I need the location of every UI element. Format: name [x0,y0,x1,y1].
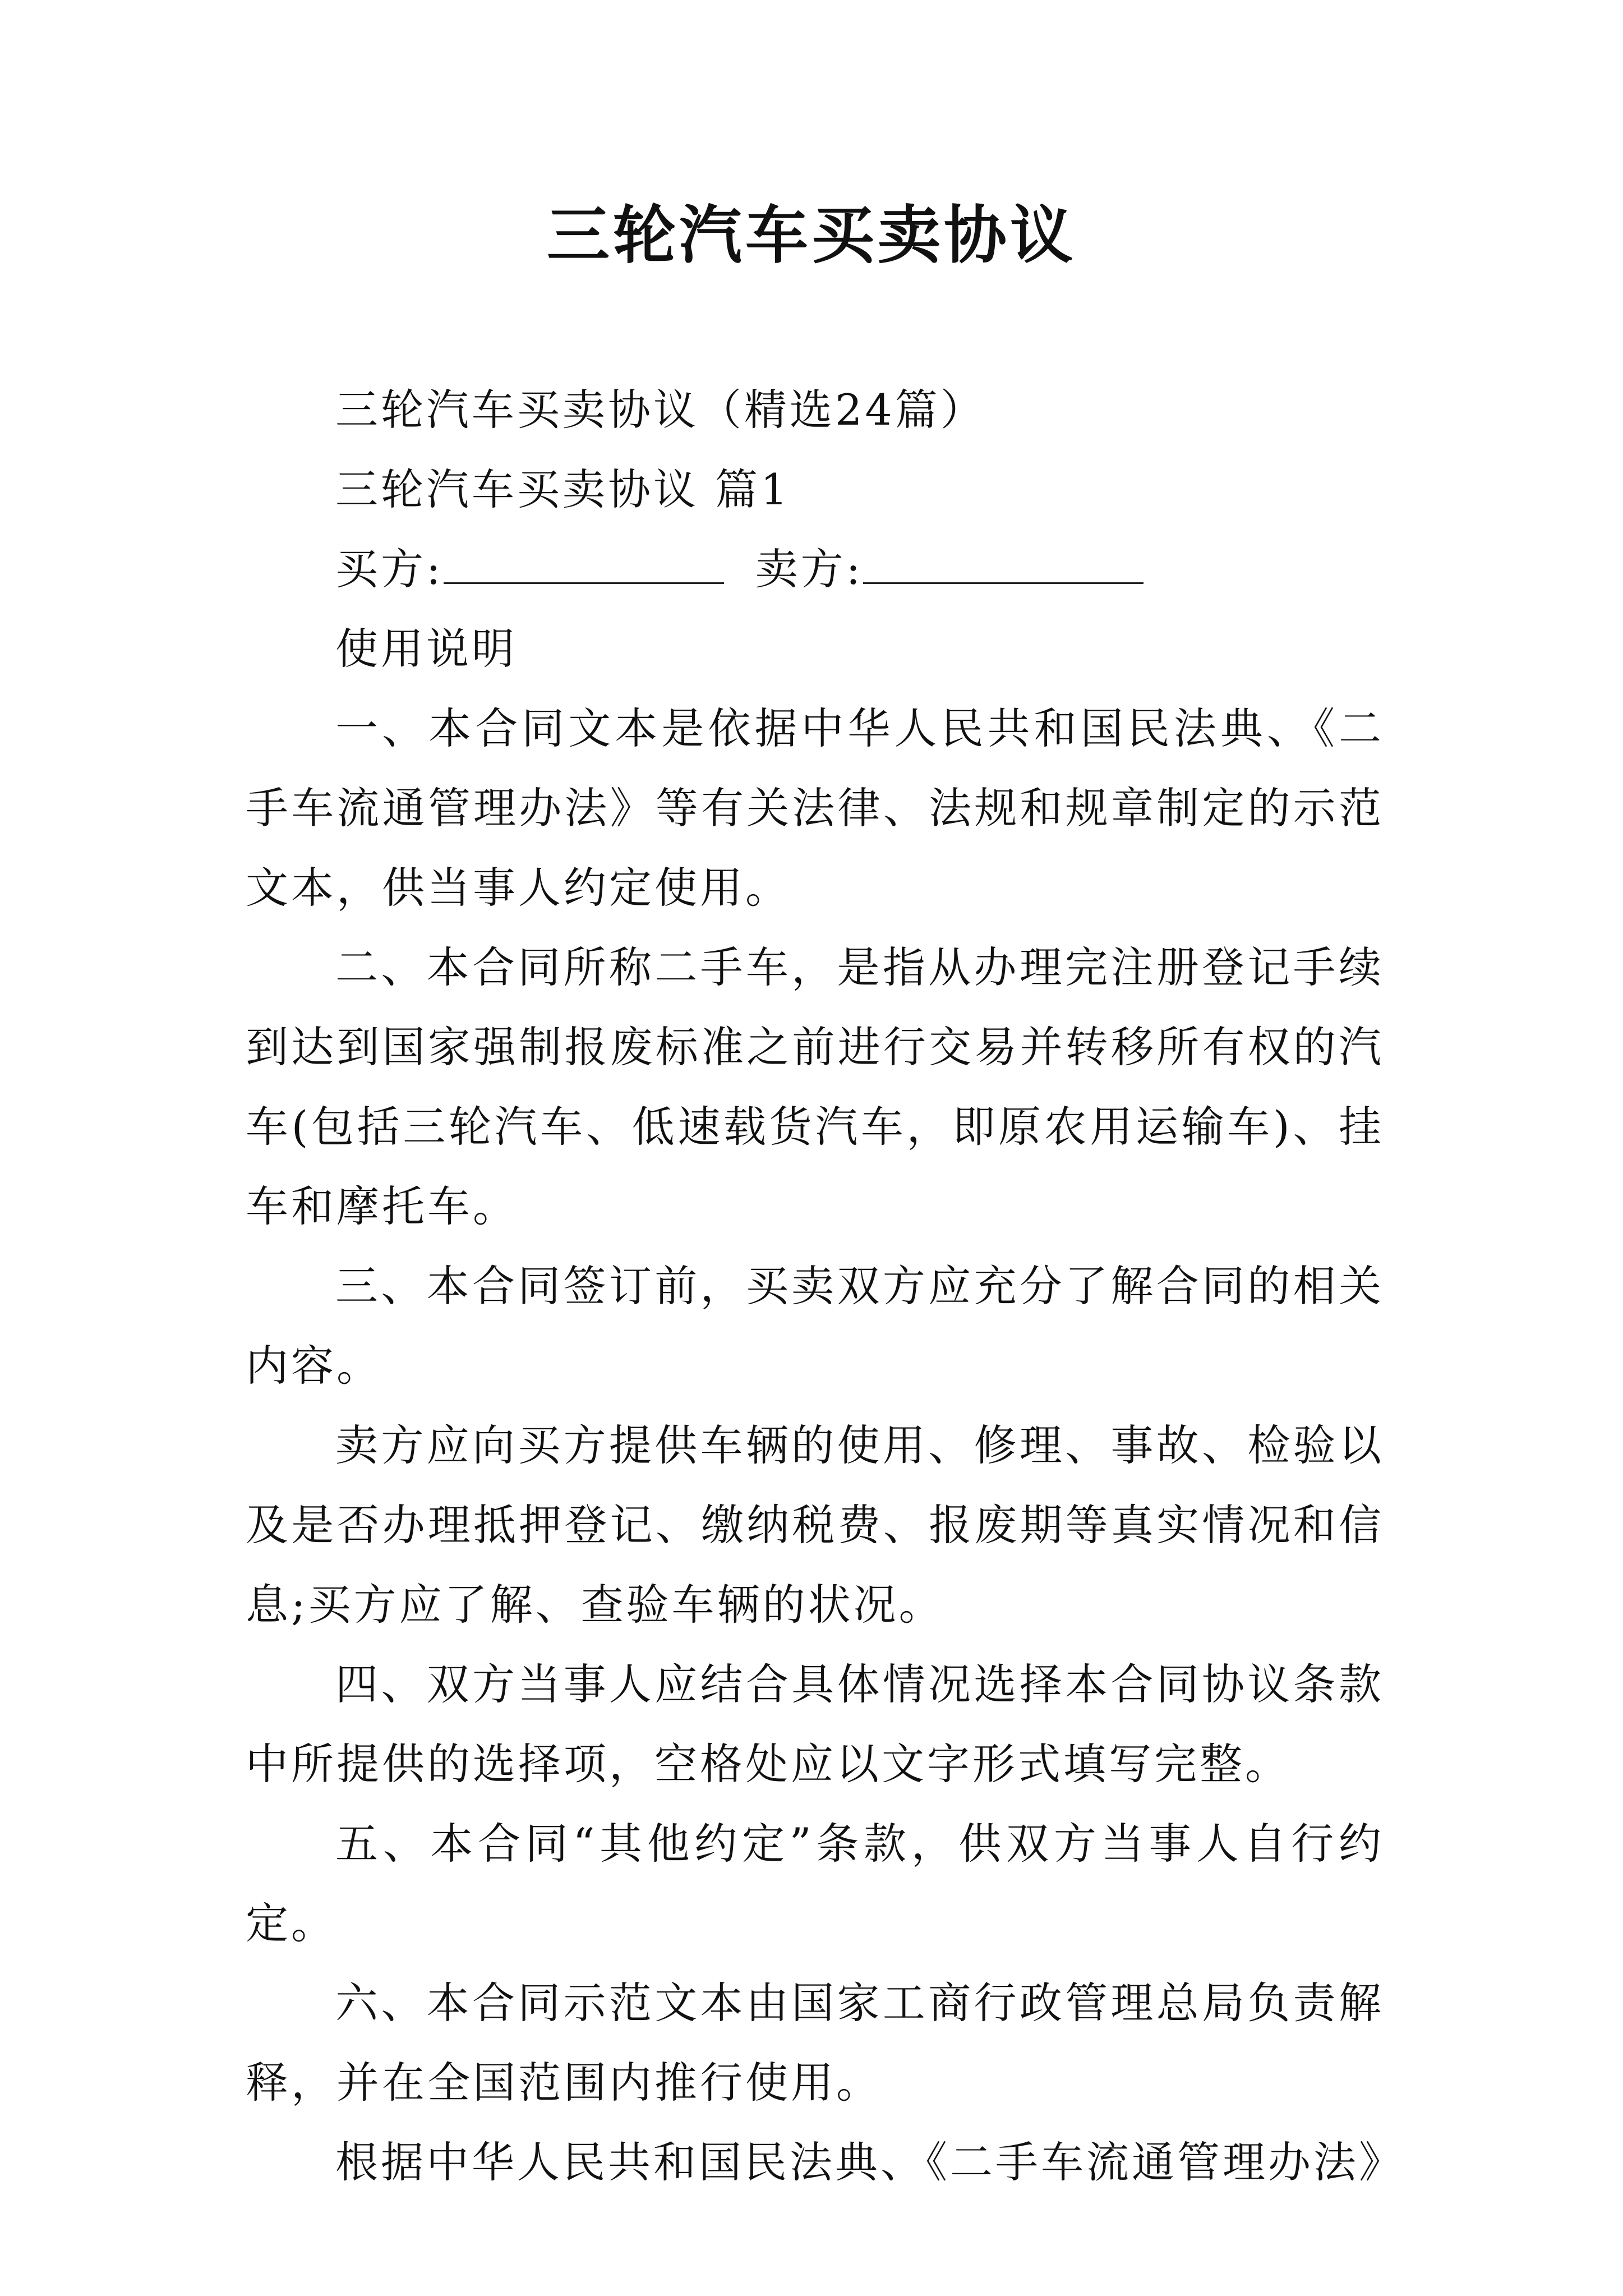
parties-line [246,530,1384,609]
instructions-heading: 使用说明 [335,624,517,674]
paragraph-6: 五、本合同“其他约定”条款，供双方当事人自行约定。 [246,1819,1384,1948]
paragraph-1: 一、本合同文本是依据中华人民共和国民法典、《二手车流通管理办法》等有关法律、法规和规章制定的示范文本，供当事人约定使用。 [246,703,1384,913]
paragraph-3: 三、本合同签订前，买卖双方应充分了解合同的相关内容。 [246,1261,1384,1391]
seller-blank [863,543,1144,584]
paragraph-2: 二、本合同所称二手车，是指从办理完注册登记手续到达到国家强制报废标准之前进行交易并转移所有权的汽车(包括三轮汽车、低速载货汽车，即原农用运输车)、挂车和摩托车。 [246,942,1384,1231]
buyer-label: 买方: [335,544,444,594]
paragraph-7: 六、本合同示范文本由国家工商行政管理总局负责解释，并在全国范围内推行使用。 [246,1978,1384,2108]
document-title: 三轮汽车买卖协议 [547,199,1076,272]
paragraph-5: 四、双方当事人应结合具体情况选择本合同协议条款中所提供的选择项，空格处应以文字形式填写完整。 [246,1659,1384,1789]
paragraph-4: 卖方应向买方提供车辆的使用、修理、事故、检验以及是否办理抵押登记、缴纳税费、报废期等真实情况和信息;买方应了解、查验车辆的状况。 [246,1420,1384,1630]
paragraph-8: 根据中华人民共和国民法典、《二手车流通管理办法》 [335,2137,1404,2187]
subtitle: 三轮汽车买卖协议（精选24篇） [335,385,986,435]
buyer-blank [444,543,724,584]
document-body [246,370,1404,2202]
section-heading: 三轮汽车买卖协议 篇1 [335,464,791,514]
seller-label: 卖方: [755,544,864,594]
